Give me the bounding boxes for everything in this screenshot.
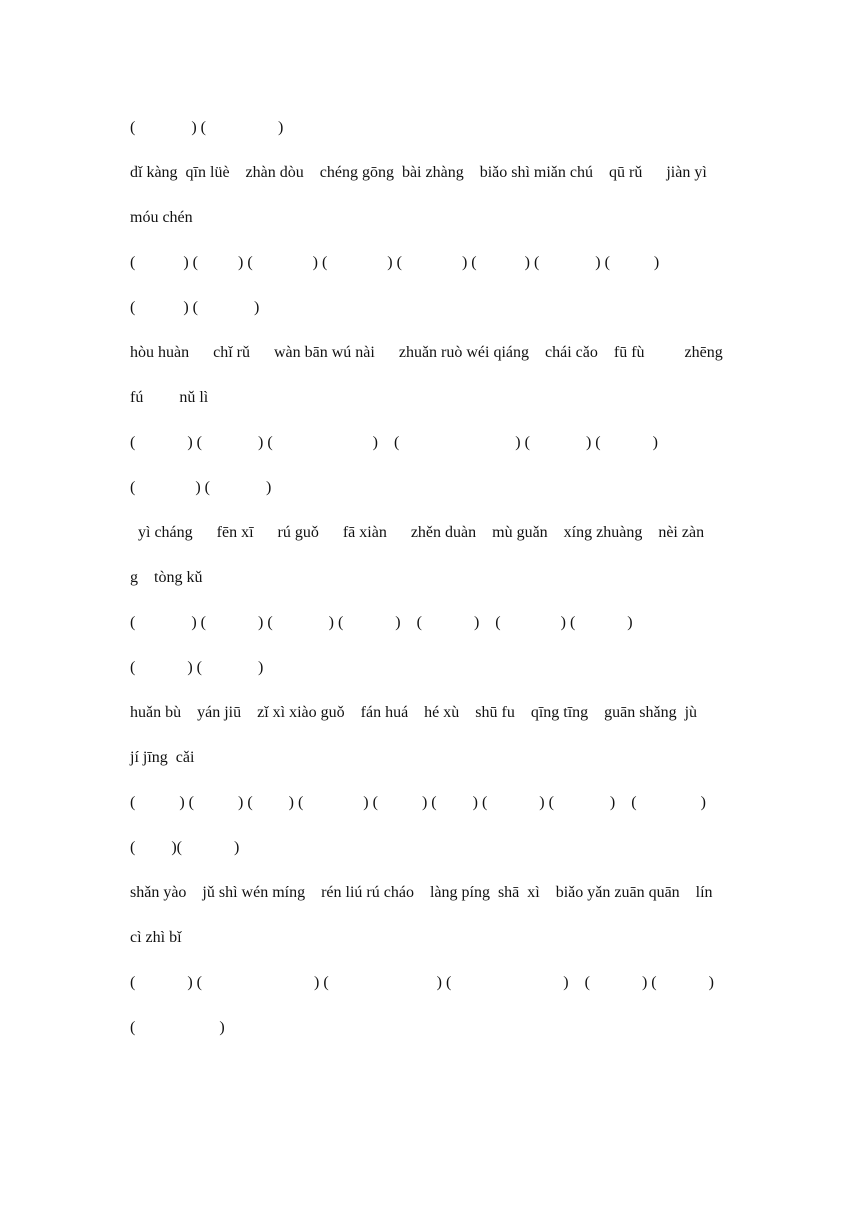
pinyin-row: dǐ kàng qīn lüè zhàn dòu chéng gōng bài zhàng biǎo shì miǎn chú qū rǔ jiàn yì <box>130 164 707 181</box>
answer-brackets-row: ( ) ( ) ( ) ( ) ( ) ( ) ( ) <box>130 614 633 631</box>
answer-brackets-row: ( ) ( ) <box>130 119 284 136</box>
answer-brackets-row: ( ) ( ) ( ) ( ) ( ) ( ) ( ) ( ) <box>130 254 660 271</box>
pinyin-row-continued: fú nǔ lì <box>130 389 209 406</box>
answer-brackets-row: ( ) <box>130 1019 225 1036</box>
pinyin-row: huǎn bù yán jiū zǐ xì xiào guǒ fán huá hé xù shū fu qīng tīng guān shǎng jù <box>130 704 698 721</box>
answer-brackets-row: ( ) ( ) <box>130 479 272 496</box>
answer-brackets-row: ( )( ) <box>130 839 240 856</box>
pinyin-row-continued: jí jīng cǎi <box>130 749 195 766</box>
answer-brackets-row: ( ) ( ) ( ) ( ) ( ) ( ) <box>130 434 658 451</box>
pinyin-row-continued: g tòng kǔ <box>130 569 203 586</box>
answer-brackets-row: ( ) ( ) ( ) ( ) ( ) ( ) ( ) ( ) ( ) <box>130 794 706 811</box>
pinyin-row: shǎn yào jǔ shì wén míng rén liú rú cháo làng píng shā xì biǎo yǎn zuān quān lín <box>130 884 713 901</box>
answer-brackets-row: ( ) ( ) <box>130 659 264 676</box>
pinyin-row-continued: móu chén <box>130 209 193 226</box>
pinyin-row-continued: cì zhì bǐ <box>130 929 182 946</box>
answer-brackets-row: ( ) ( ) ( ) ( ) ( ) ( ) <box>130 974 714 991</box>
answer-brackets-row: ( ) ( ) <box>130 299 260 316</box>
pinyin-row: yì cháng fēn xī rú guǒ fā xiàn zhěn duàn mù guǎn xíng zhuàng nèi zàn <box>130 524 705 541</box>
pinyin-row: hòu huàn chǐ rǔ wàn bān wú nài zhuǎn ruò wéi qiáng chái cǎo fū fù zhēng <box>130 344 723 361</box>
